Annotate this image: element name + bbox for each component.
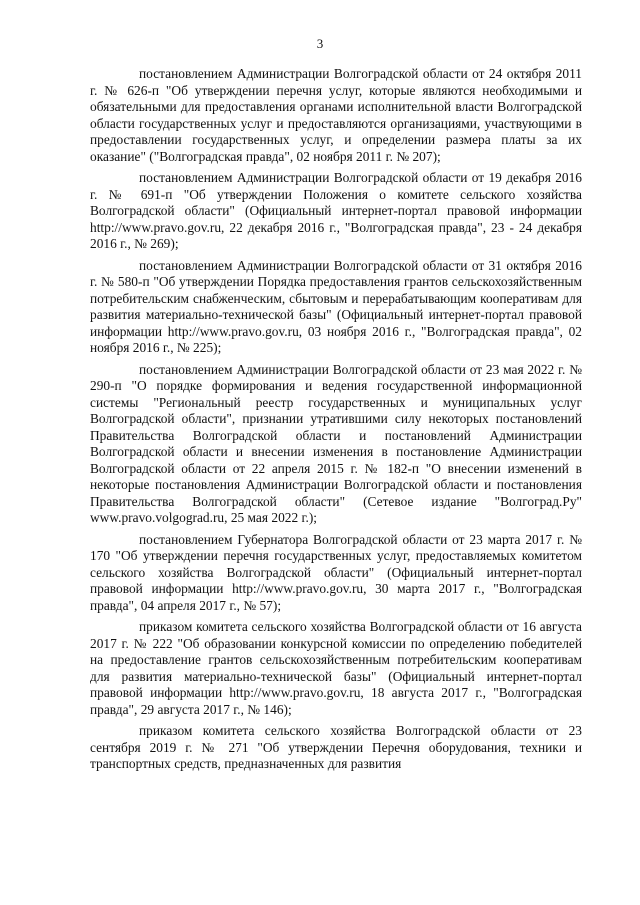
paragraph-2: постановлением Администрации Волгоградской области от 19 декабря 2016 г. № 691-п "Об утверждении Положения о комитете сельского хозяйства Волгоградской области" (Официальный интернет-портал правовой информации http://www.pravo.gov.ru, 22 декабря 2016 г., "Волгоградская правда", 23 - 24 декабря 2016 г., № 269); xyxy=(90,170,582,251)
document-body xyxy=(90,66,582,778)
paragraph-4: постановлением Администрации Волгоградской области от 23 мая 2022 г. № 290-п "О порядке формирования и ведения государственной информационной системы "Региональный реестр государственных и муниципальных услуг Волгоградской области", признании утратившими силу некоторых постановлений Правительства Волгоградской области и постановлений Администрации Волгоградской области и внесении изменения в постановление Администрации Волгоградской области от 22 апреля 2015 г. № 182-п "О внесении изменений в некоторые постановления Администрации Волгоградской области и постановления Правительства Волгоградской области" (Сетевое издание "Волгоград.Ру" www.pravo.volgograd.ru, 25 мая 2022 г.); xyxy=(90,361,582,525)
paragraph-7: приказом комитета сельского хозяйства Волгоградской области от 23 сентября 2019 г. № 271 "Об утверждении Перечня оборудования, техники и транспортных средств, предназначенных для развития xyxy=(90,723,582,771)
paragraph-1: постановлением Администрации Волгоградской области от 24 октября 2011 г. № 626-п "Об утверждении перечня услуг, которые являются необходимыми и обязательными для предоставления органами исполнительной власти Волгоградской области государственных услуг и предоставляются организациями, участвующими в предоставлении государственных услуг, и определении размера платы за их оказание" ("Волгоградская правда", 02 ноября 2011 г. № 207); xyxy=(90,66,582,164)
paragraph-6: приказом комитета сельского хозяйства Волгоградской области от 16 августа 2017 г. № 222 "Об образовании конкурсной комиссии по определению победителей на предоставление грантов сельскохозяйственным потребительским кооперативам для развития материально-технической базы" (Официальный интернет-портал правовой информации http://www.pravo.gov.ru, 18 августа 2017 г., "Волгоградская правда", 29 августа 2017 г., № 146); xyxy=(90,619,582,717)
paragraph-3: постановлением Администрации Волгоградской области от 31 октября 2016 г. № 580-п "Об утверждении Порядка предоставления грантов сельскохозяйственным потребительским снабженческим, сбытовым и перерабатывающим кооперативам для развития материально-технической базы" (Официальный интернет-портал правовой информации http://www.pravo.gov.ru, 03 ноября 2016 г., "Волгоградская правда", 02 ноября 2016 г., № 225); xyxy=(90,257,582,355)
page-number: 3 xyxy=(316,36,324,51)
paragraph-5: постановлением Губернатора Волгоградской области от 23 марта 2017 г. № 170 "Об утверждении перечня государственных услуг, предоставляемых комитетом сельского хозяйства Волгоградской области" (Официальный интернет-портал правовой информации http://www.pravo.gov.ru, 30 марта 2017 г., "Волгоградская правда", 04 апреля 2017 г., № 57); xyxy=(90,531,582,613)
